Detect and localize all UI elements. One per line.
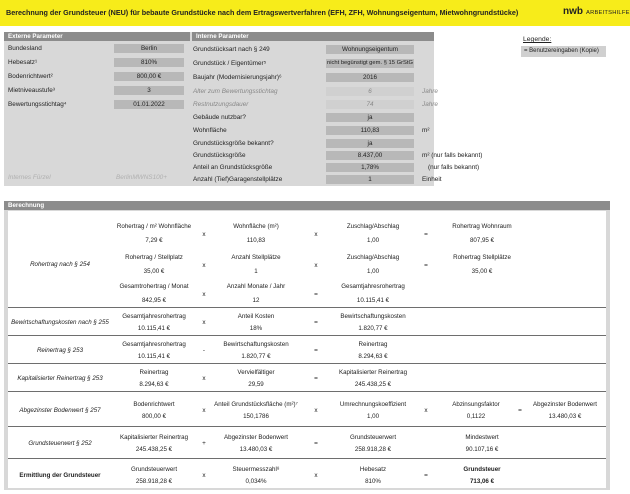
cell-header: Gesamtjahresrohertrag [341, 283, 405, 290]
row-label: Ermittlung der Grundsteuer [19, 472, 101, 479]
cell-header: Vervielfältiger [237, 369, 275, 376]
logo-main: nwb [563, 6, 583, 17]
cell-header: Bewirtschaftungskosten [223, 341, 289, 348]
param-label: Hebesatz¹ [8, 59, 38, 66]
cell-header: Anteil Kosten [237, 313, 275, 320]
param-label: Gebäude nutzbar? [193, 114, 246, 121]
cell-header: Hebesatz [359, 466, 387, 473]
operator: = [314, 291, 318, 298]
cell-header: Grundsteuerwert [130, 466, 178, 473]
cell-header: Anteil Grundstücksfläche (m²)⁷ [214, 401, 298, 408]
param-value-bodenrichtwert[interactable]: 800,00 € [114, 72, 184, 81]
param-label: Grundstücksgröße bekannt? [193, 140, 274, 147]
row-label: Bewirtschaftungskosten nach § 255 [11, 319, 109, 326]
param-unit: m² [422, 127, 430, 134]
cell-header: Gesamtjahresrohertrag [122, 341, 186, 348]
cell-header: Zuschlag/Abschlag [346, 223, 400, 230]
cell-value: 0,034% [245, 478, 267, 485]
legend-item: = Benutzereingaben (Kopie) [521, 46, 606, 57]
cell-value: 13.480,03 € [239, 446, 273, 453]
operator: x [314, 231, 318, 238]
external-params-header: Externe Parameter [4, 32, 190, 41]
cell-header: Abgezinster Bodenwert [533, 401, 597, 408]
param-value-hebesatz[interactable]: 810% [114, 58, 184, 67]
cell-value: 10.115,41 € [137, 325, 171, 332]
param-value-groesse-bekannt[interactable]: ja [326, 139, 414, 148]
operator: = [424, 472, 428, 479]
row-label: Abgezinster Bodenwert § 257 [19, 407, 101, 414]
cell-value: 1.820,77 € [358, 325, 388, 332]
param-value-alter: 6 [326, 87, 414, 96]
cell-value: 1,00 [366, 268, 380, 275]
cell-value: 800,00 € [141, 413, 167, 420]
param-label: Grundstücksart nach § 249 [193, 46, 270, 53]
param-unit: Jahre [422, 101, 438, 108]
legend-title: Legende: [523, 36, 552, 43]
cell-value: 10.115,41 € [137, 353, 171, 360]
calc-row-bodenwert [8, 393, 606, 427]
cell-value: 842,95 € [141, 297, 167, 304]
param-value-baujahr[interactable]: 2016 [326, 73, 414, 82]
cell-value: 1.820,77 € [241, 353, 271, 360]
cell-header: Zuschlag/Abschlag [346, 254, 400, 261]
param-unit: m² (nur falls bekannt) [422, 152, 483, 159]
param-value-anteil[interactable]: 1,78% [326, 163, 414, 172]
param-label: Bewertungsstichtag⁴ [8, 101, 67, 108]
calc-row-grundsteuerwert [8, 428, 606, 459]
cell-header: Kapitalisierter Reinertrag [119, 434, 189, 441]
param-label: Grundstücksgröße [193, 152, 246, 159]
row-label: Rohertrag nach § 254 [30, 261, 90, 268]
operator: x [314, 407, 318, 414]
cell-value: 807,95 € [469, 237, 495, 244]
cell-value: 8.294,63 € [139, 381, 169, 388]
param-value-stellplaetze[interactable]: 1 [326, 175, 414, 184]
cell-header: Anzahl Stellplätze [231, 254, 281, 261]
cell-value: 258.918,28 € [135, 478, 173, 485]
operator: + [202, 440, 206, 447]
operator: = [314, 440, 318, 447]
param-value-gebaeude-nutzbar[interactable]: ja [326, 113, 414, 122]
operator: x [202, 407, 206, 414]
operator: x [202, 291, 206, 298]
internal-code-label: Internes Fürzel [8, 174, 51, 181]
calc-row-kapitalisiert [8, 365, 606, 392]
operator: x [202, 375, 206, 382]
operator: x [202, 319, 206, 326]
row-label: Reinertrag § 253 [36, 347, 84, 354]
cell-value: 13.480,03 € [548, 413, 582, 420]
cell-value: 1 [254, 268, 258, 275]
cell-header: Rohertrag Wohnraum [452, 223, 512, 230]
cell-value: 12 [252, 297, 260, 304]
operator: = [314, 319, 318, 326]
cell-header: Bewirtschaftungskosten [340, 313, 406, 320]
row-label: Kapitalisierter Reinertrag § 253 [17, 375, 103, 382]
calc-header: Berechnung [4, 201, 610, 210]
cell-header: Rohertrag Stellplätze [453, 254, 511, 261]
cell-header: Kapitalisierter Reinertrag [338, 369, 408, 376]
internal-params-header: Interne Parameter [192, 32, 434, 41]
param-value-grundstuecksart[interactable]: Wohnungseigentum [326, 45, 414, 54]
operator: = [314, 347, 318, 354]
operator: = [314, 375, 318, 382]
cell-value: 1,00 [366, 413, 380, 420]
cell-header: Umrechnungskoeffizient [339, 401, 407, 408]
operator: = [518, 407, 522, 414]
cell-header: Steuermesszahl⁸ [232, 466, 280, 473]
cell-value: 29,59 [248, 381, 264, 388]
cell-header: Bodenrichtwert [133, 401, 175, 408]
param-value-grundstuecksgroesse[interactable]: 8.437,00 [326, 151, 414, 160]
param-label: Restnutzungsdauer [193, 101, 249, 108]
row-label: Grundsteuerwert § 252 [28, 440, 92, 447]
page-title: Berechnung der Grundsteuer (NEU) für bebaute Grundstücke nach dem Ertragswertverfahren (EFH, ZFH, Wohnungseigentum, Mietwohngrundstücke) [6, 8, 519, 17]
operator: x [202, 231, 206, 238]
param-label: Bodenrichtwert² [8, 73, 53, 80]
grundsteuer-result: 713,06 € [469, 478, 495, 485]
cell-value: 35,00 € [143, 268, 165, 275]
cell-header: Mindestwert [465, 434, 499, 441]
cell-value: 1,00 [366, 237, 380, 244]
param-value-bundesland[interactable]: Berlin [114, 44, 184, 53]
param-value-wohnflaeche[interactable]: 110,83 [326, 126, 414, 135]
cell-value: 258.918,28 € [354, 446, 392, 453]
cell-header: Abgezinster Bodenwert [224, 434, 288, 441]
param-value-restnutzungsdauer: 74 [326, 100, 414, 109]
cell-value: 7,29 € [145, 237, 163, 244]
param-label: Bundesland [8, 45, 42, 52]
operator: x [314, 472, 318, 479]
cell-header: Reinertrag [139, 369, 169, 376]
cell-value: 245.438,25 € [354, 381, 392, 388]
param-value-eigentuemer[interactable]: nicht begünstigt gem. § 15 GrStG [326, 60, 414, 66]
param-label: Wohnfläche [193, 127, 227, 134]
calc-row-bewirtschaftung [8, 309, 606, 336]
cell-value: 0,1122 [466, 413, 486, 420]
cell-value: 245.438,25 € [135, 446, 173, 453]
operator: x [314, 262, 318, 269]
param-label: Baujahr (Modernisierungsjahr)⁶ [193, 74, 282, 81]
calc-row-rohertrag [8, 211, 606, 308]
param-label: Alter zum Bewertungsstichtag [193, 88, 278, 95]
param-unit: Einheit [422, 176, 442, 183]
cell-header: Wohnfläche (m²) [233, 223, 279, 230]
cell-value: 18% [249, 325, 263, 332]
param-label: Anzahl (Tief)Garagenstellplätze [193, 176, 283, 183]
nwb-logo [563, 6, 630, 17]
cell-value: 10.115,41 € [356, 297, 390, 304]
operator: x [424, 407, 428, 414]
cell-header: Gesamtrohertrag / Monat [119, 283, 189, 290]
cell-header: Gesamtjahresrohertrag [122, 313, 186, 320]
internal-code-value: BerlinMWNS100+ [116, 174, 167, 181]
calc-body [8, 211, 606, 488]
cell-value: 35,00 € [471, 268, 493, 275]
cell-value: 110,83 [246, 237, 266, 244]
cell-value: 810% [365, 478, 381, 485]
cell-value: 150,1786 [243, 413, 269, 420]
param-unit: (nur falls bekannt) [428, 164, 480, 171]
cell-value: 90.107,16 € [465, 446, 499, 453]
param-label: Anteil an Grundstücksgröße [193, 164, 273, 171]
operator: x [202, 472, 206, 479]
param-label: Mietniveaustufe³ [8, 87, 55, 94]
logo-sub: ARBEITSHILFE [586, 10, 630, 16]
operator: x [202, 262, 206, 269]
operator: = [424, 262, 428, 269]
operator: = [424, 231, 428, 238]
cell-header: Reinertrag [358, 341, 388, 348]
cell-header: Grundsteuer [463, 466, 501, 473]
param-label: Grundstück / Eigentümer⁵ [193, 60, 267, 67]
calc-row-reinertrag [8, 337, 606, 364]
cell-header: Grundsteuerwert [349, 434, 397, 441]
cell-header: Rohertrag / m² Wohnfläche [116, 223, 192, 230]
cell-header: Abzinsungsfaktor [452, 401, 500, 408]
calc-row-grundsteuer [8, 460, 606, 488]
operator: - [202, 347, 206, 354]
cell-header: Anzahl Monate / Jahr [226, 283, 286, 290]
cell-header: Rohertrag / Stellplatz [125, 254, 183, 261]
param-value-mietniveaustufe[interactable]: 3 [114, 86, 184, 95]
param-unit: Jahre [422, 88, 438, 95]
cell-value: 8.294,63 € [358, 353, 388, 360]
param-value-stichtag[interactable]: 01.01.2022 [114, 100, 184, 109]
